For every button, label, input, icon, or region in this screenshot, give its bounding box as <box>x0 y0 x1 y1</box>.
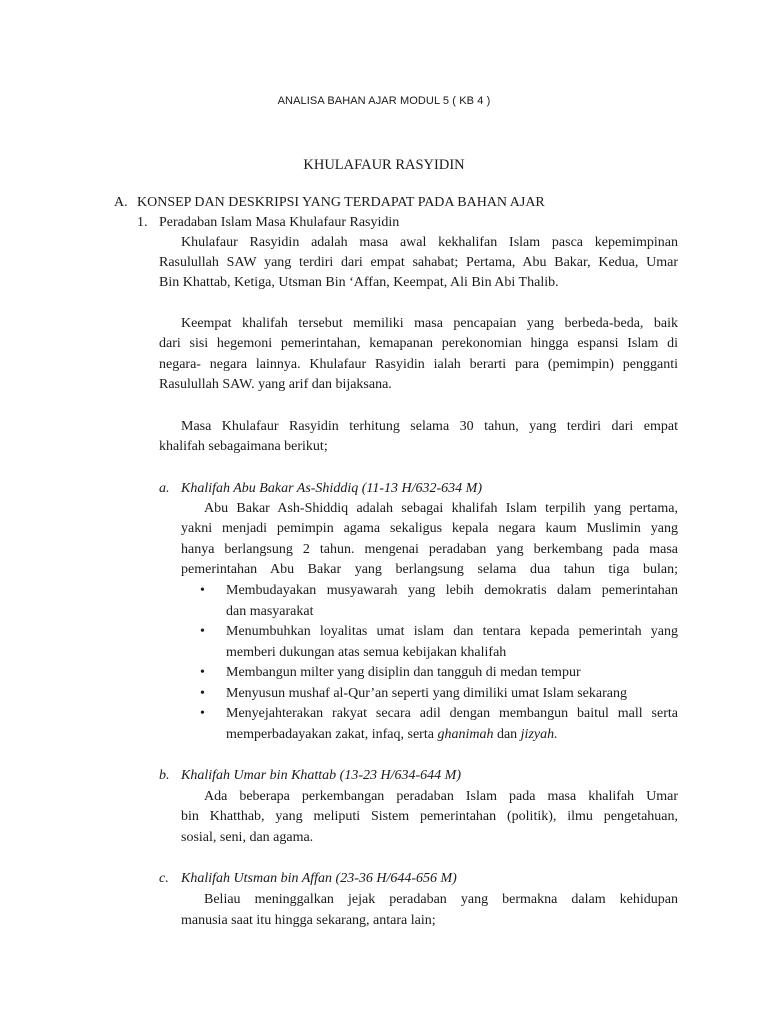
bullet-text: Menyusun mushaf al-Qur’an seperti yang dimiliki umat Islam sekarang <box>226 685 627 701</box>
item-b-heading: Khalifah Umar bin Khattab (13-23 H/634-644 M) <box>181 768 461 783</box>
page-title: KHULAFAUR RASYIDIN <box>303 157 465 173</box>
para2-line: Rasulullah SAW. yang arif dan bijaksana. <box>159 377 392 392</box>
para2-line: Keempat khalifah tersebut memiliki masa pencapaian yang berbeda-beda, baik <box>181 316 678 331</box>
list-item <box>197 622 678 663</box>
item-b-line: Ada beberapa perkembangan peradaban Islam pada masa khalifah Umar <box>204 789 678 804</box>
bullet-text: dan masyarakat <box>226 603 314 619</box>
module-header: ANALISA BAHAN AJAR MODUL 5 ( KB 4 ) <box>277 95 491 107</box>
bullet-text: Menyejahterakan rakyat secara adil dengan membangun baitul mall serta <box>226 706 678 721</box>
para3-line: khalifah sebagaimana berikut; <box>159 439 328 454</box>
bullet-term: ghanimah <box>437 726 494 742</box>
item-a-line: Abu Bakar Ash-Shiddiq adalah sebagai khalifah Islam terpilih yang pertama, <box>204 501 678 516</box>
item-b-marker: b. <box>159 768 170 783</box>
bullet-text: Membudayakan musyawarah yang lebih demokratis dalam pemerintahan <box>226 583 678 598</box>
subsection-1-marker: 1. <box>137 215 148 230</box>
list-item <box>197 663 678 684</box>
para2-line: negara- negara lainnya. Khulafaur Rasyidin ialah berarti para (pemimpin) pengganti <box>159 357 678 372</box>
item-c-marker: c. <box>159 871 169 886</box>
para3-line: Masa Khulafaur Rasyidin terhitung selama 30 tahun, yang terdiri dari empat <box>181 419 678 434</box>
bullet-icon: • <box>200 685 205 701</box>
para1-line: Rasulullah SAW yang terdiri dari empat sahabat; Pertama, Abu Bakar, Kedua, Umar <box>159 255 678 270</box>
item-a-line: yakni menjadi pemimpin agama sekaligus kepala negara kaum Muslimin yang <box>181 521 678 536</box>
item-a-bullet-list <box>197 581 678 745</box>
bullet-icon: • <box>200 706 205 721</box>
item-c-line: Beliau meninggalkan jejak peradaban yang bermakna dalam kehidupan <box>204 892 678 907</box>
item-a-line: hanya berlangsung 2 tahun. mengenai peradaban yang berkembang pada masa <box>181 542 678 557</box>
item-c-heading: Khalifah Utsman bin Affan (23-36 H/644-656 M) <box>181 871 457 886</box>
bullet-term: jizyah. <box>520 726 558 742</box>
item-b-line: sosial, seni, dan agama. <box>181 830 314 845</box>
list-item <box>197 684 678 705</box>
item-b-line: bin Khatthab, yang meliputi Sistem pemerintahan (politik), ilmu pengetahuan, <box>181 809 678 824</box>
bullet-text: Membangun milter yang disiplin dan tangguh di medan tempur <box>226 665 581 680</box>
bullet-icon: • <box>200 624 205 639</box>
bullet-icon: • <box>200 583 205 598</box>
bullet-icon: • <box>200 665 205 680</box>
item-a-line: pemerintahan Abu Bakar yang berlangsung selama dua tahun tiga bulan; <box>181 562 678 577</box>
subsection-1-heading: Peradaban Islam Masa Khulafaur Rasyidin <box>159 215 400 230</box>
section-a-heading: KONSEP DAN DESKRIPSI YANG TERDAPAT PADA BAHAN AJAR <box>137 195 545 210</box>
item-c-line: manusia saat itu hingga sekarang, antara lain; <box>181 913 436 928</box>
bullet-text: memperbadayakan zakat, infaq, serta <box>226 726 438 742</box>
list-item <box>197 581 678 622</box>
item-a-heading: Khalifah Abu Bakar As-Shiddiq (11-13 H/632-634 M) <box>181 481 482 496</box>
bullet-text: dan <box>493 726 521 742</box>
para1-line: Khulafaur Rasyidin adalah masa awal kekhalifan Islam pasca kepemimpinan <box>181 235 678 250</box>
list-item <box>197 704 678 745</box>
para2-line: dari sisi hegemoni pemerintahan, kemapanan perekonomian hingga espansi Islam di <box>159 336 678 351</box>
section-a-marker: A. <box>114 195 128 210</box>
item-a-marker: a. <box>159 481 170 496</box>
bullet-text: memberi dukungan atas semua kebijakan khalifah <box>226 644 507 660</box>
bullet-text: Menumbuhkan loyalitas umat islam dan tentara kepada pemerintah yang <box>226 624 678 639</box>
para1-line: Bin Khattab, Ketiga, Utsman Bin ‘Affan, Keempat, Ali Bin Abi Thalib. <box>159 275 559 290</box>
